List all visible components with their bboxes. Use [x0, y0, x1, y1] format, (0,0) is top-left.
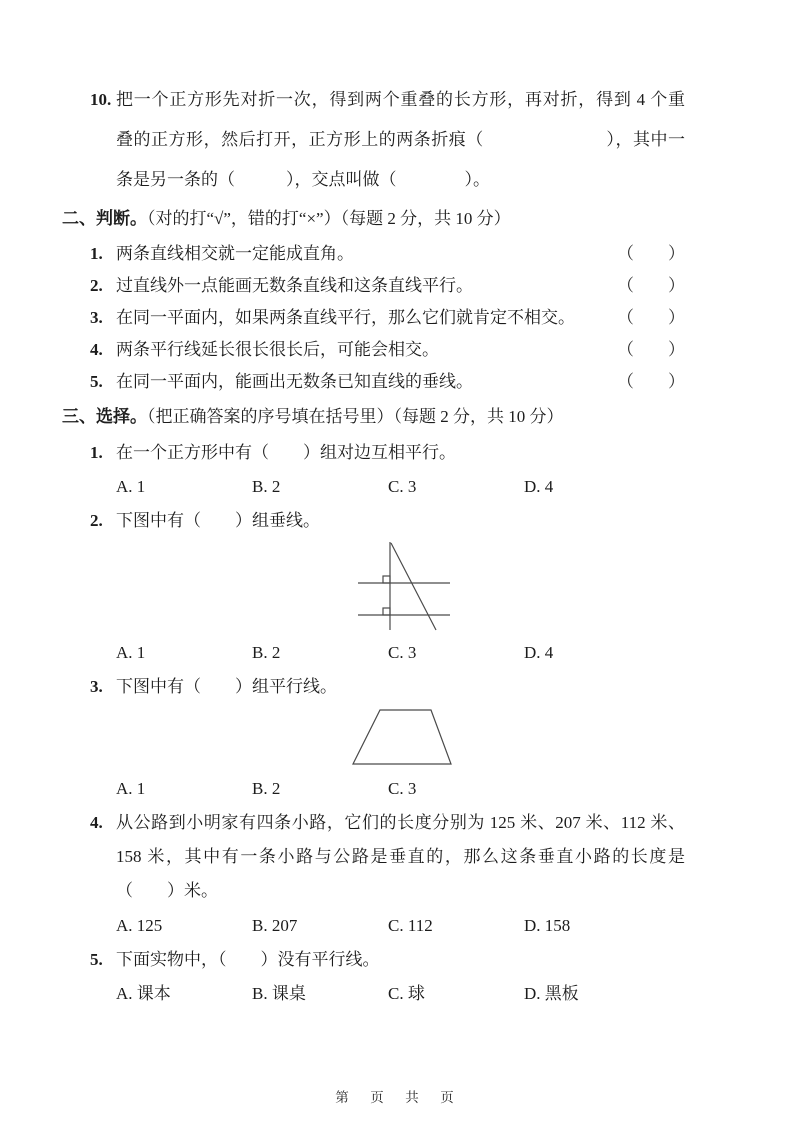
choice-question-5	[62, 943, 685, 1011]
question-text: 下图中有（ ）组垂线。	[116, 511, 320, 530]
section-heading-judge	[62, 200, 685, 238]
option-a: A. 1	[116, 477, 146, 496]
option-d: D. 4	[524, 477, 554, 496]
judge-item-text	[90, 366, 473, 398]
judge-item-text	[90, 334, 439, 366]
choice-question-1	[62, 436, 685, 504]
option-c: C. 112	[388, 916, 433, 935]
question-number: 2.	[90, 511, 103, 530]
choice-question-3	[62, 670, 685, 806]
option-d: D. 158	[524, 916, 571, 935]
item-number: 5.	[90, 372, 103, 391]
section-heading-choice	[62, 398, 685, 436]
item-text: 两条直线相交就一定能成直角。	[116, 244, 354, 263]
item-number: 4.	[90, 340, 103, 359]
judge-list	[62, 238, 685, 398]
choice-question-2	[62, 504, 685, 670]
option-d: D. 黑板	[524, 984, 579, 1003]
options-row	[90, 976, 685, 1011]
judge-item	[62, 270, 685, 302]
trapezoid-figure	[104, 707, 699, 767]
option-b: B. 2	[252, 643, 281, 662]
judge-item	[62, 334, 685, 366]
question-text-line: 条是另一条的（ ），交点叫做（ ）。	[116, 170, 490, 189]
question-text: 在一个正方形中有（ ）组对边互相平行。	[116, 443, 456, 462]
question-text-line: 把一个正方形先对折一次，得到两个重叠的长方形，再对折，得到 4 个重	[116, 90, 685, 109]
answer-bracket: （ ）	[617, 276, 685, 295]
section-note: （把正确答案的序号填在括号里）（每题 2 分，共 10 分）	[147, 407, 564, 426]
options-row	[90, 908, 685, 943]
question-10	[62, 80, 685, 200]
section-title: 二、判断。	[62, 209, 147, 228]
item-text: 在同一平面内，如果两条直线平行，那么它们就肯定不相交。	[116, 308, 575, 327]
option-c: C. 3	[388, 779, 417, 798]
page-footer: 第 页 共 页	[335, 1090, 458, 1105]
question-number: 1.	[90, 443, 103, 462]
section-title: 三、选择。	[62, 407, 147, 426]
option-c: C. 球	[388, 984, 425, 1003]
option-a: A. 125	[116, 916, 163, 935]
option-b: B. 2	[252, 477, 281, 496]
question-text-line: 叠的正方形，然后打开，正方形上的两条折痕（ ），其中一	[116, 130, 685, 149]
option-d: D. 4	[524, 643, 554, 662]
question-number: 3.	[90, 677, 103, 696]
answer-bracket: （ ）	[617, 372, 685, 391]
judge-item-text	[90, 302, 575, 334]
item-number: 1.	[90, 244, 103, 263]
option-c: C. 3	[388, 477, 417, 496]
choice-question-4	[62, 806, 685, 943]
section-note: （对的打“√”，错的打“×”）（每题 2 分，共 10 分）	[147, 209, 511, 228]
answer-bracket: （ ）	[617, 244, 685, 263]
option-b: B. 课桌	[252, 984, 306, 1003]
question-text-line: 从公路到小明家有四条小路，它们的长度分别为 125 米、207 米、112 米、	[116, 813, 685, 832]
perpendicular-lines-figure	[104, 539, 699, 633]
question-text-line: 158 米，其中有一条小路与公路是垂直的，那么这条垂直小路的长度是	[116, 847, 685, 866]
item-number: 2.	[90, 276, 103, 295]
item-text: 过直线外一点能画无数条直线和这条直线平行。	[116, 276, 473, 295]
judge-item	[62, 302, 685, 334]
judge-item-text	[90, 238, 354, 270]
options-row	[90, 635, 685, 670]
option-a: A. 1	[116, 779, 146, 798]
option-a: A. 1	[116, 643, 146, 662]
item-text: 在同一平面内，能画出无数条已知直线的垂线。	[116, 372, 473, 391]
options-row	[90, 771, 685, 806]
option-b: B. 2	[252, 779, 281, 798]
answer-bracket: （ ）	[617, 340, 685, 359]
question-number: 4.	[90, 813, 103, 832]
option-c: C. 3	[388, 643, 417, 662]
question-text: 下面实物中，（ ）没有平行线。	[116, 950, 380, 969]
answer-bracket: （ ）	[617, 308, 685, 327]
question-number: 10.	[90, 90, 112, 109]
item-number: 3.	[90, 308, 103, 327]
judge-item	[62, 366, 685, 398]
question-text-line: （ ）米。	[116, 881, 218, 900]
item-text: 两条平行线延长很长很长后，可能会相交。	[116, 340, 439, 359]
option-a: A. 课本	[116, 984, 171, 1003]
judge-item-text	[90, 270, 473, 302]
question-number: 5.	[90, 950, 103, 969]
question-text: 下图中有（ ）组平行线。	[116, 677, 337, 696]
option-b: B. 207	[252, 916, 298, 935]
options-row	[90, 469, 685, 504]
judge-item	[62, 238, 685, 270]
